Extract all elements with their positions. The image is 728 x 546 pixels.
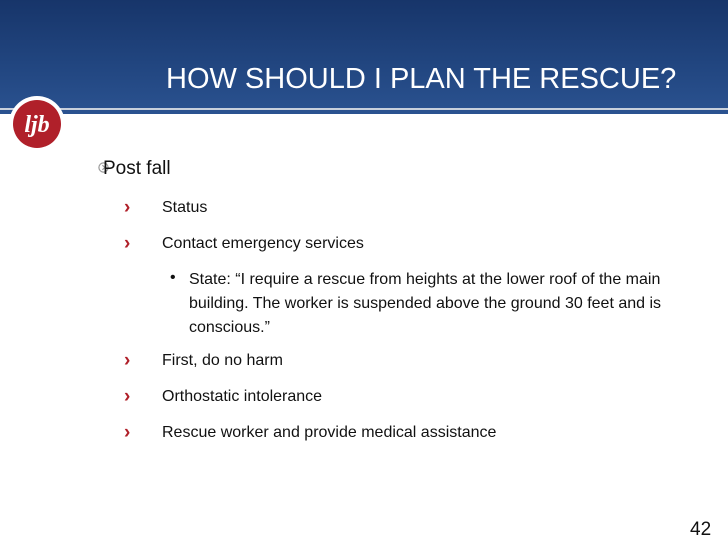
bullet-post-fall: Post fall bbox=[103, 158, 171, 179]
chevron-bullet-icon: › bbox=[124, 350, 131, 371]
logo-text: ljb bbox=[24, 112, 50, 138]
slide-number: 42 bbox=[690, 519, 712, 540]
slide-title: HOW SHOULD I PLAN THE RESCUE? bbox=[166, 63, 677, 95]
banner-divider bbox=[0, 108, 728, 110]
bullet-first-do-no-harm: First, do no harm bbox=[162, 352, 283, 369]
ljb-logo bbox=[8, 95, 66, 153]
bullet-rescue-worker: Rescue worker and provide medical assistance bbox=[162, 424, 497, 441]
dot-bullet-icon: • bbox=[170, 269, 176, 286]
chevron-bullet-icon: › bbox=[124, 233, 131, 254]
chevron-bullet-icon: › bbox=[124, 422, 131, 443]
bullet-status: Status bbox=[162, 199, 208, 216]
sub-bullet-state: State: “I require a rescue from heights at the lower roof of the main building. The worker is suspended above the ground 30 feet and is conscious.” bbox=[189, 271, 662, 336]
bullet-contact-emergency: Contact emergency services bbox=[162, 235, 364, 252]
chevron-bullet-icon: › bbox=[124, 386, 131, 407]
bullet-orthostatic-intolerance: Orthostatic intolerance bbox=[162, 388, 323, 405]
chevron-bullet-icon: › bbox=[124, 197, 131, 218]
